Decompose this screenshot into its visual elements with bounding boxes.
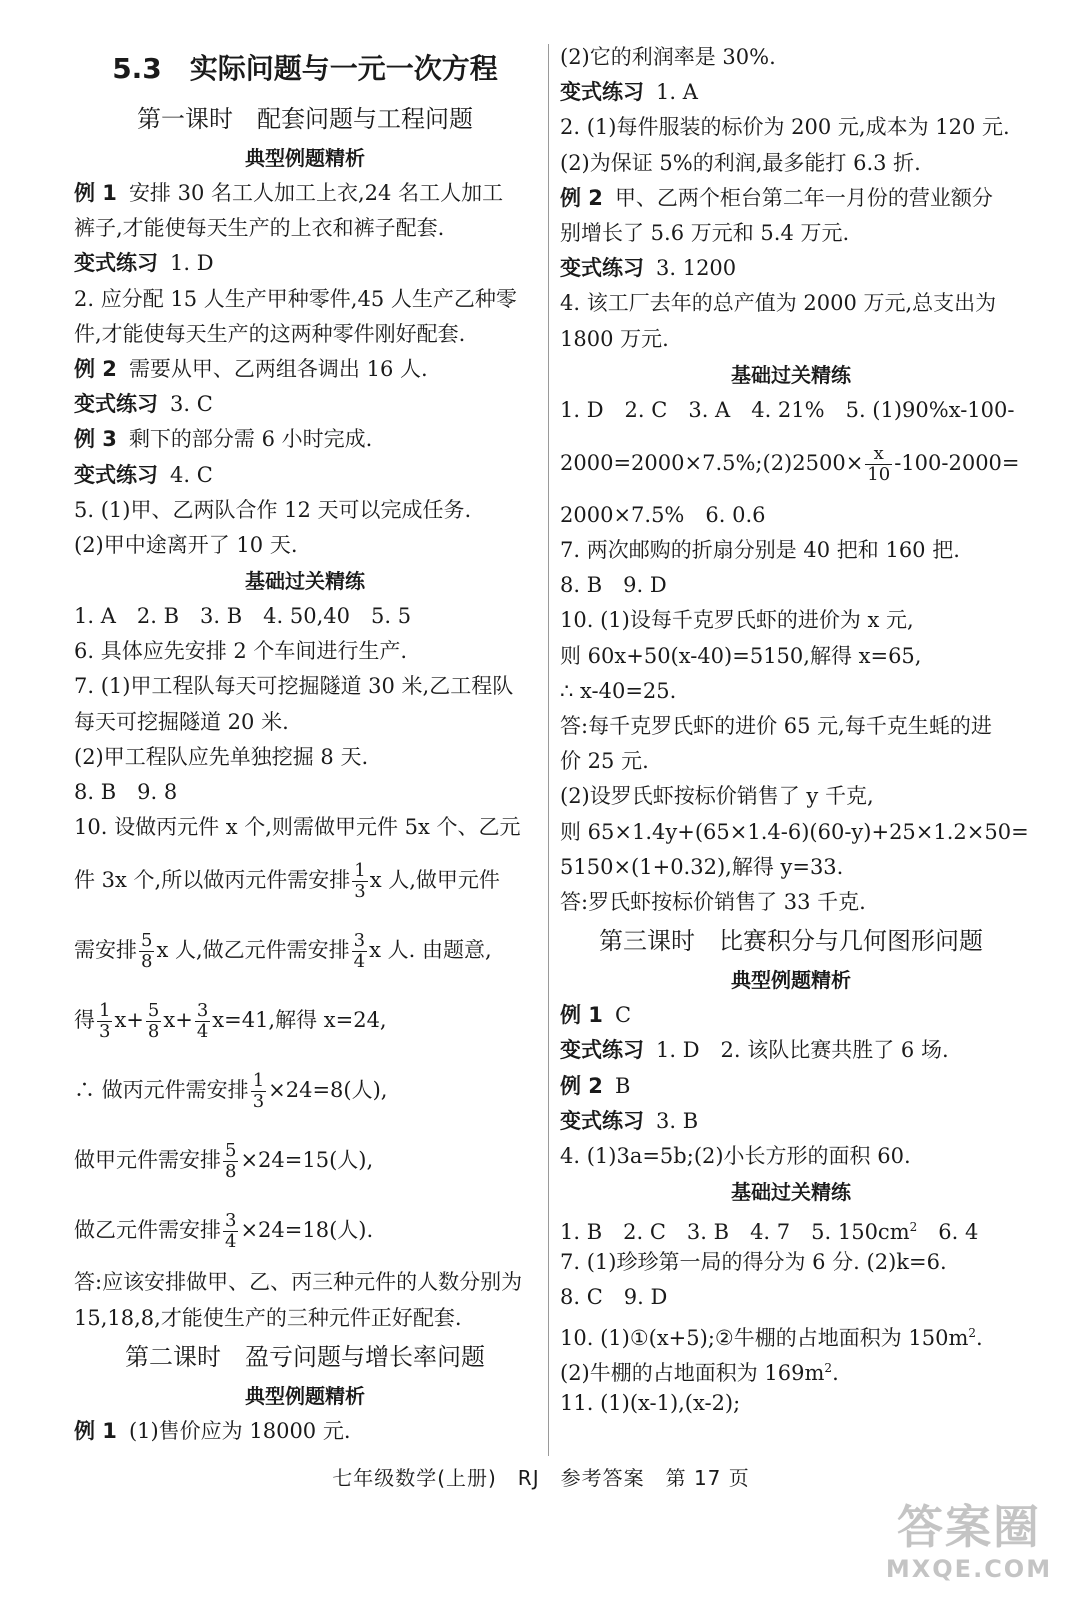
answer-line: 5150×(1+0.32),解得 y=33.: [560, 854, 844, 879]
left-column: [74, 40, 536, 1449]
answer-line: 1800 万元.: [560, 326, 669, 351]
example-tag: 例 3: [74, 427, 117, 452]
answer-line: 例 2 甲、乙两个柜台第二年一月份的营业额分: [560, 185, 993, 210]
answer-line: 10. 设做丙元件 x 个,则需做甲元件 5x 个、乙元: [74, 815, 521, 840]
fraction: $\frac{5}{8}$: [225, 1140, 237, 1183]
fraction-line: 需安排 $\frac{5}{8}$ x 人,做乙元件需安排 $\frac{3}{4}$ x 人. 由题意,: [74, 930, 492, 973]
answer-line: 每天可挖掘隧道 20 米.: [74, 709, 289, 734]
answer-line: ∴ x-40=25.: [560, 678, 677, 703]
typical-examples-heading: 典型例题精析: [245, 146, 365, 170]
variant-tag: 变式练习: [74, 251, 158, 276]
fraction-line: 得 $\frac{1}{3}$ x+ $\frac{5}{8}$ x+ $\frac{3}{4}$ x=41,解得 x=24,: [74, 1000, 387, 1043]
section-title: 5.3 实际问题与一元一次方程: [112, 52, 498, 85]
fraction: $\frac{3}{4}$: [225, 1210, 237, 1253]
variant-tag: 变式练习: [560, 80, 644, 105]
answer-line: 例 1 安排 30 名工人加工上衣,24 名工人加工: [74, 181, 504, 205]
fraction: $\frac{5}{8}$: [147, 1000, 160, 1043]
example-tag: 例 1: [560, 1003, 603, 1028]
fraction: $\frac{3}{4}$: [196, 1000, 209, 1043]
answer-line: 6. 具体应先安排 2 个车间进行生产.: [74, 639, 408, 664]
answer-line: 例 1 (1)售价应为 18000 元.: [74, 1418, 351, 1443]
answer-line: 变式练习 3. B: [560, 1108, 699, 1133]
answer-line: 2. (1)每件服装的标价为 200 元,成本为 120 元.: [560, 115, 1010, 140]
answer-line: (2)设罗氏虾按标价销售了 y 千克,: [560, 784, 874, 809]
typical-examples-heading: 典型例题精析: [731, 968, 851, 993]
answer-line: 4. (1)3a=5b;(2)小长方形的面积 60.: [560, 1143, 911, 1168]
typical-examples-heading: 典型例题精析: [245, 1383, 365, 1408]
answer-line: 15,18,8,才能使生产的三种元件正好配套.: [74, 1305, 462, 1330]
fraction: $\frac{3}{4}$: [353, 930, 366, 973]
fraction: $\frac{1}{3}$: [99, 1000, 111, 1043]
fraction-line: 件 3x 个,所以做丙元件需安排 $\frac{1}{3}$ x 人,做甲元件: [74, 860, 500, 903]
variant-tag: 变式练习: [560, 1108, 644, 1133]
answer-line: 8. C 9. D: [560, 1285, 668, 1310]
fraction-line: 做甲元件需安排 $\frac{5}{8}$ ×24=15(人),: [74, 1140, 374, 1183]
answer-line: 4. 该工厂去年的总产值为 2000 万元,总支出为: [560, 291, 997, 316]
answer-line: 例 1 C: [560, 1003, 632, 1028]
basic-practice-heading: 基础过关精练: [245, 569, 365, 594]
answer-line: 5. (1)甲、乙两队合作 12 天可以完成任务.: [74, 497, 472, 522]
answer-line: 11. (1)(x-1),(x-2);: [560, 1391, 741, 1415]
watermark-logo: 答案圈 MXQE.COM: [885, 1500, 1053, 1583]
answer-line: 变式练习 3. 1200: [560, 256, 737, 281]
answer-line: (2)甲中途离开了 10 天.: [74, 532, 298, 557]
answer-line: 件,才能使每天生产的这两种零件刚好配套.: [74, 321, 466, 346]
answer-line: 答:应该安排做甲、乙、丙三种元件的人数分别为: [74, 1270, 523, 1295]
variant-tag: 变式练习: [560, 256, 644, 281]
fraction-line: ∴ 做丙元件需安排 $\frac{1}{3}$ ×24=8(人),: [74, 1070, 388, 1113]
answer-line: 变式练习 1. D: [74, 251, 214, 276]
answer-line: 8. B 9. 8: [74, 780, 178, 804]
variant-tag: 变式练习: [74, 392, 158, 417]
answer-line: 7. (1)珍珍第一局的得分为 6 分. (2)k=6.: [560, 1250, 947, 1275]
answer-line: 裤子,才能使每天生产的上衣和裤子配套.: [74, 216, 445, 241]
answer-line: 答:每千克罗氏虾的进价 65 元,每千克生蚝的进: [560, 714, 992, 738]
answer-line: 8. B 9. D: [560, 573, 667, 598]
answer-line: (2)为保证 5%的利润,最多能打 6.3 折.: [560, 150, 921, 175]
answer-line: 1. D 2. C 3. A 4. 21% 5. (1)90%x-100-: [560, 397, 1015, 422]
example-tag: 例 2: [560, 185, 603, 210]
fraction: $\frac{5}{8}$: [141, 930, 153, 973]
right-column: [560, 40, 1029, 1421]
fraction-line: 做乙元件需安排 $\frac{3}{4}$ ×24=18(人).: [74, 1210, 374, 1253]
answer-line: (2)它的利润率是 30%.: [560, 45, 776, 69]
answer-line: 10. (1)①(x+5);②牛棚的占地面积为 $150m^2$.: [560, 1325, 983, 1350]
answer-line: 别增长了 5.6 万元和 5.4 万元.: [560, 220, 850, 245]
answer-line: 例 2 需要从甲、乙两组各调出 16 人.: [74, 356, 428, 381]
answer-line: (2)甲工程队应先单独挖掘 8 天.: [74, 744, 369, 769]
answer-line: 10. (1)设每千克罗氏虾的进价为 x 元,: [560, 608, 914, 633]
answer-line: 7. (1)甲工程队每天可挖掘隧道 30 米,乙工程队: [74, 674, 514, 699]
answer-line: 7. 两次邮购的折扇分别是 40 把和 160 把.: [560, 538, 960, 563]
example-tag: 例 2: [560, 1073, 603, 1098]
lesson-3-title: 第三课时 比赛积分与几何图形问题: [599, 927, 983, 956]
lesson-1-title: 第一课时 配套问题与工程问题: [137, 105, 473, 133]
fraction: $\frac{1}{3}$: [354, 860, 366, 903]
column-divider: [548, 44, 549, 1456]
answer-line: 变式练习 1. D 2. 该队比赛共胜了 6 场.: [560, 1038, 949, 1063]
answer-line: 例 2 B: [560, 1073, 631, 1098]
answer-line: 2. 应分配 15 人生产甲种零件,45 人生产乙种零: [74, 286, 517, 311]
fraction: $\frac{1}{3}$: [252, 1070, 265, 1113]
answer-line: 则 65×1.4y+(65×1.4-6)(60-y)+25×1.2×50=: [560, 819, 1029, 844]
variant-tag: 变式练习: [560, 1038, 644, 1063]
answer-line: 变式练习 4. C: [74, 462, 213, 487]
answer-line: 变式练习 3. C: [74, 392, 213, 417]
answer-line: 变式练习 1. A: [560, 80, 698, 105]
answer-line: 价 25 元.: [560, 749, 649, 774]
answer-line: 2000×7.5% 6. 0.6: [560, 502, 766, 527]
answer-line: (2)牛棚的占地面积为 $169m^2$.: [560, 1360, 839, 1385]
basic-practice-heading: 基础过关精练: [731, 362, 851, 387]
answer-line: 例 3 剩下的部分需 6 小时完成.: [74, 427, 373, 452]
page-footer: 七年级数学(上册) RJ 参考答案 第 17 页: [332, 1466, 750, 1490]
fraction: $\frac{x}{10}$: [867, 442, 891, 485]
lesson-2-title: 第二课时 盈亏问题与增长率问题: [125, 1342, 485, 1371]
basic-practice-heading: 基础过关精练: [731, 1180, 851, 1205]
example-tag: 例 1: [74, 181, 117, 205]
fraction-line: 2000=2000×7.5%;(2)2500× $\frac{x}{10}$ -100-2000=: [560, 442, 1020, 485]
variant-tag: 变式练习: [74, 462, 158, 487]
example-tag: 例 2: [74, 356, 117, 381]
answer-line: 则 60x+50(x-40)=5150,解得 x=65,: [560, 643, 922, 668]
answer-line: 答:罗氏虾按标价销售了 33 千克.: [560, 889, 866, 914]
answer-line: 1. A 2. B 3. B 4. 50,40 5. 5: [74, 604, 412, 629]
example-tag: 例 1: [74, 1418, 117, 1443]
answer-line: 1. B 2. C 3. B 4. 7 5. $150cm^2$ 6. 4: [560, 1220, 979, 1245]
